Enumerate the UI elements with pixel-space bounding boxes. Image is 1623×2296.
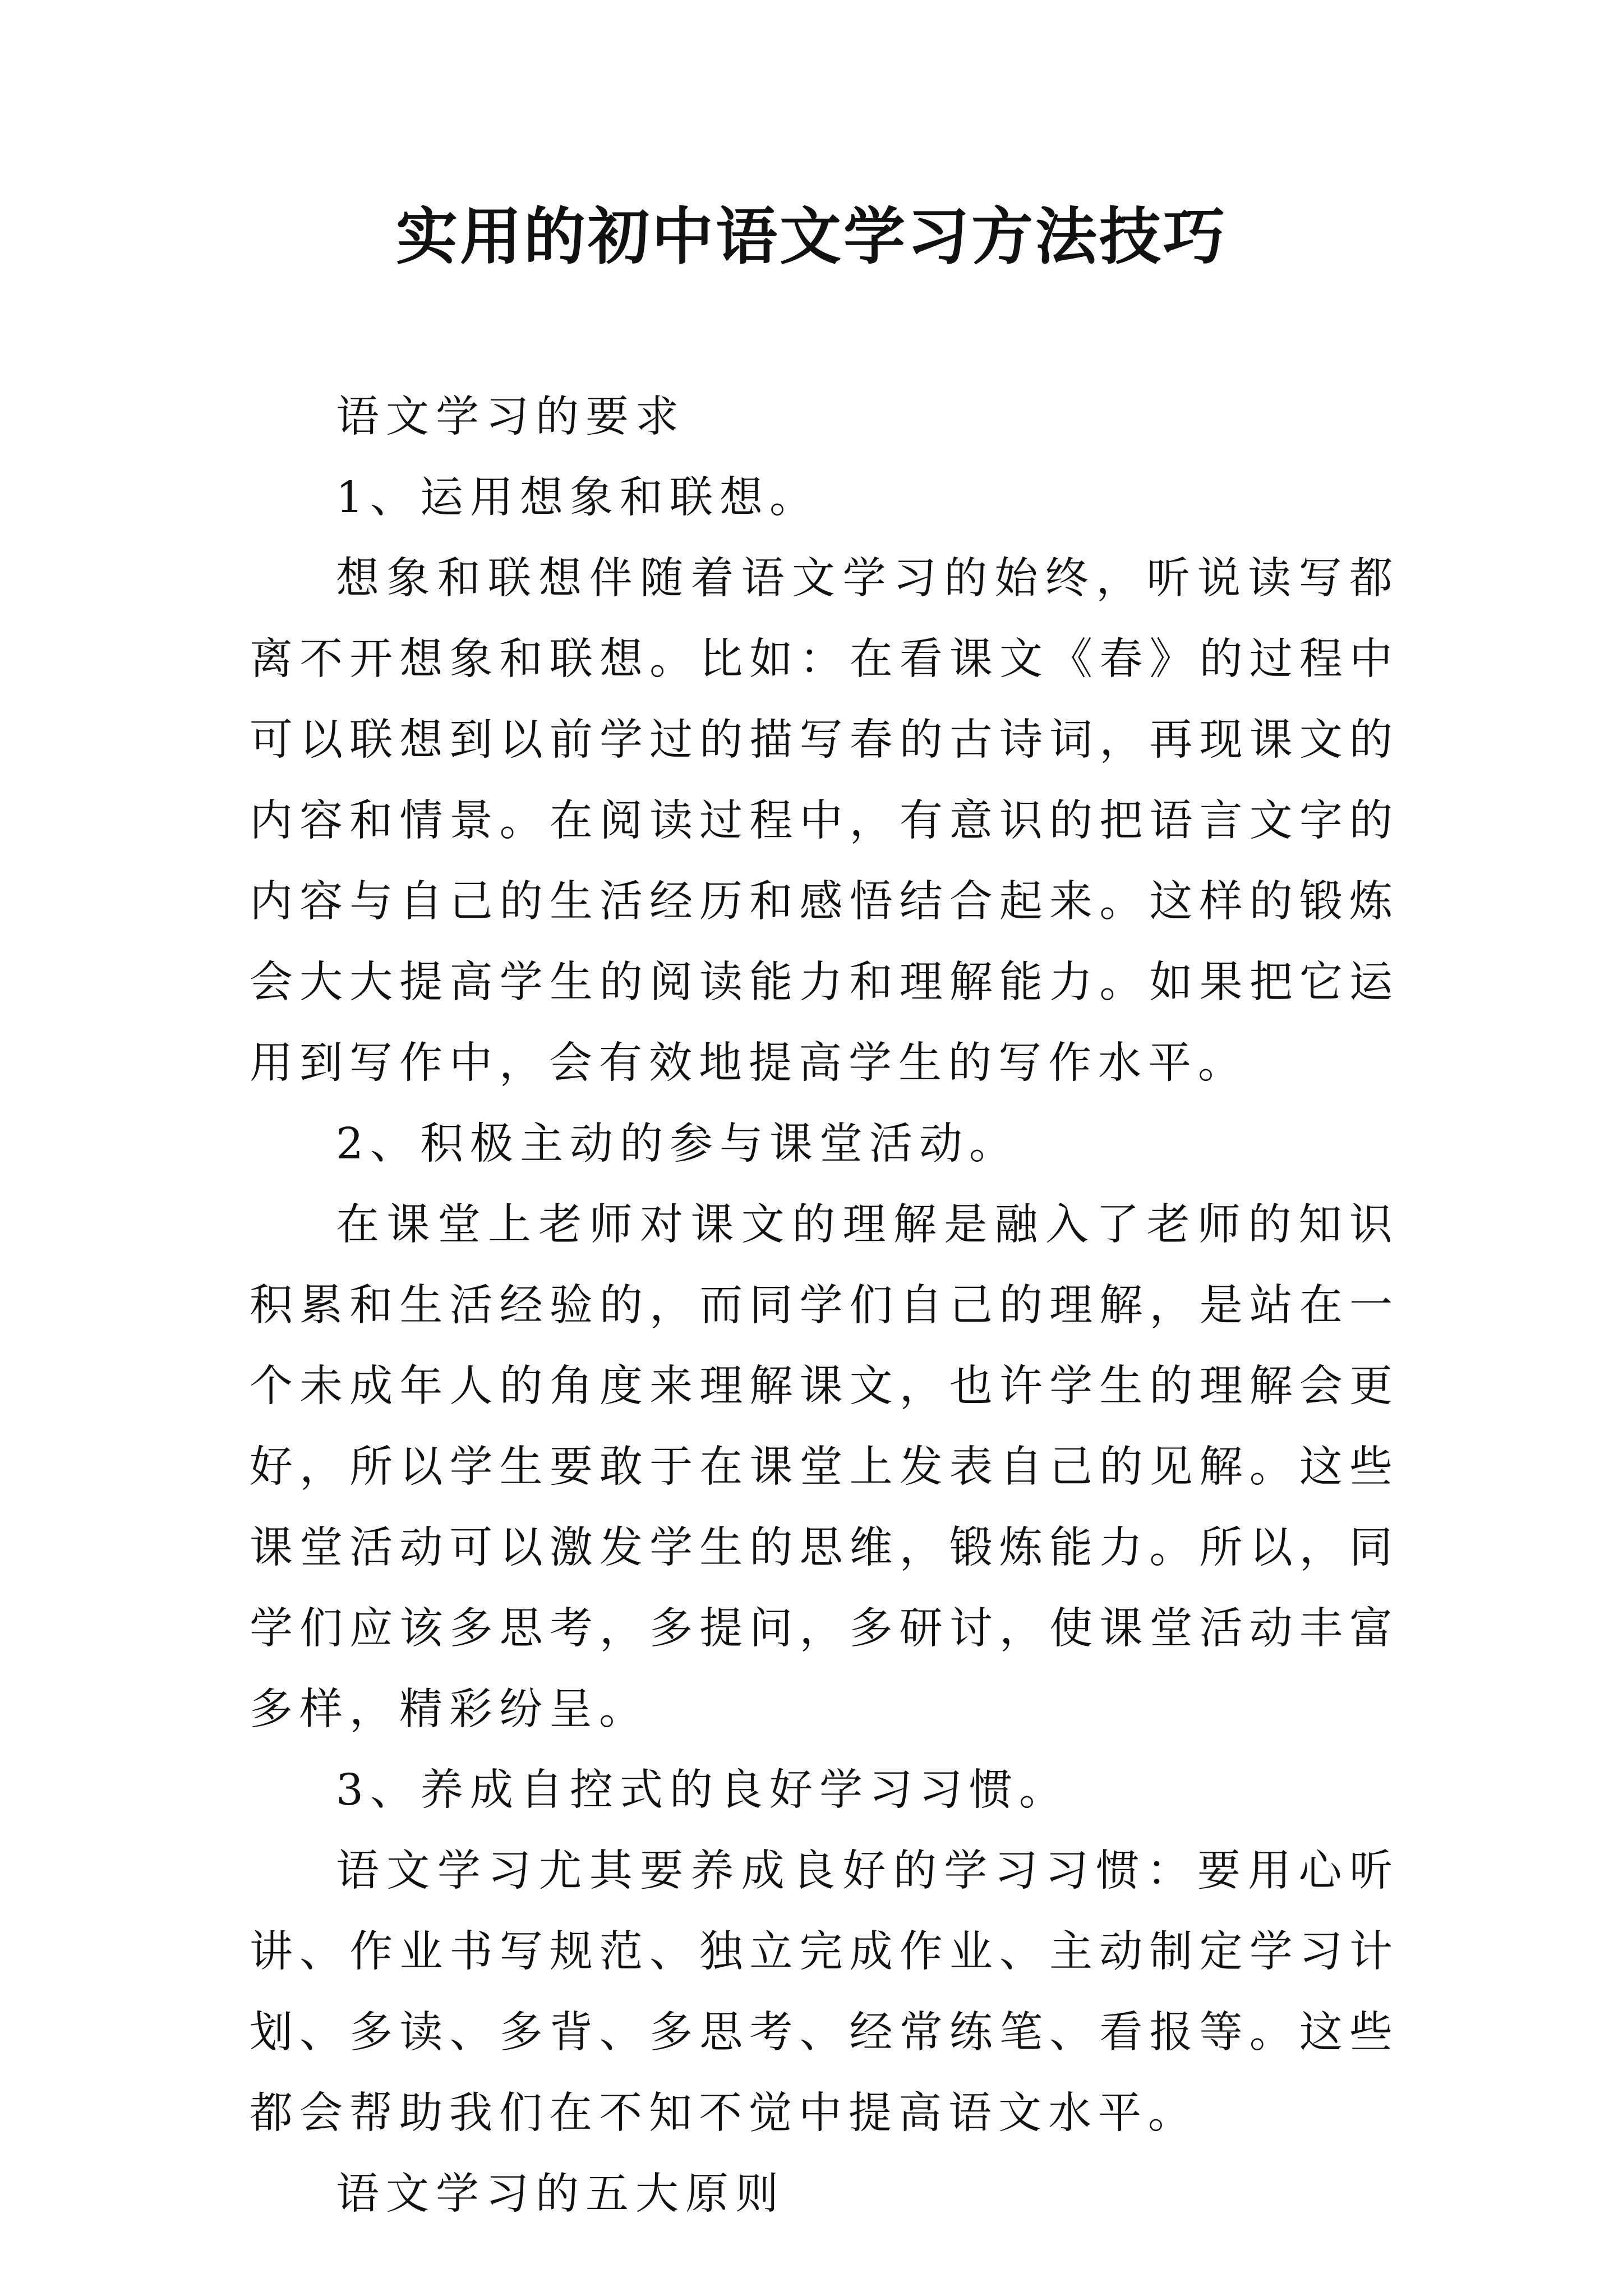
point-heading-1: 1、运用想象和联想。 (336, 473, 819, 523)
section-heading-requirements: 语文学习的要求 (336, 392, 685, 442)
paragraph-classroom: 在课堂上老师对课文的理解是融入了老师的知识积累和生活经验的，而同学们自己的理解，是站在一个未成年人的角度来理解课文，也许学生的理解会更好，所以学生要敢于在课堂上发表自己的见解。这些课堂活动可以激发学生的思维，锻炼能力。所以，同学们应该多思考，多提问，多研讨，使课堂活动丰富多样，精彩纷呈。 (250, 1200, 1399, 1734)
document-title: 实用的初中语文学习方法技巧 (396, 200, 1227, 273)
paragraph-habits: 语文学习尤其要养成良好的学习习惯：要用心听讲、作业书写规范、独立完成作业、主动制定学习计划、多读、多背、多思考、经常练笔、看报等。这些都会帮助我们在不知不觉中提高语文水平。 (250, 1846, 1399, 2138)
section-heading-principles: 语文学习的五大原则 (336, 2169, 785, 2219)
point-heading-2: 2、积极主动的参与课堂活动。 (336, 1119, 1019, 1169)
point-heading-3: 3、养成自控式的良好学习习惯。 (336, 1765, 1069, 1815)
paragraph-imagination: 想象和联想伴随着语文学习的始终，听说读写都离不开想象和联想。比如：在看课文《春》的过程中可以联想到以前学过的描写春的古诗词，再现课文的内容和情景。在阅读过程中，有意识的把语言文字的内容与自己的生活经历和感悟结合起来。这样的锻炼会大大提高学生的阅读能力和理解能力。如果把它运用到写作中，会有效地提高学生的写作水平。 (250, 554, 1399, 1088)
document-body (250, 377, 1399, 2235)
